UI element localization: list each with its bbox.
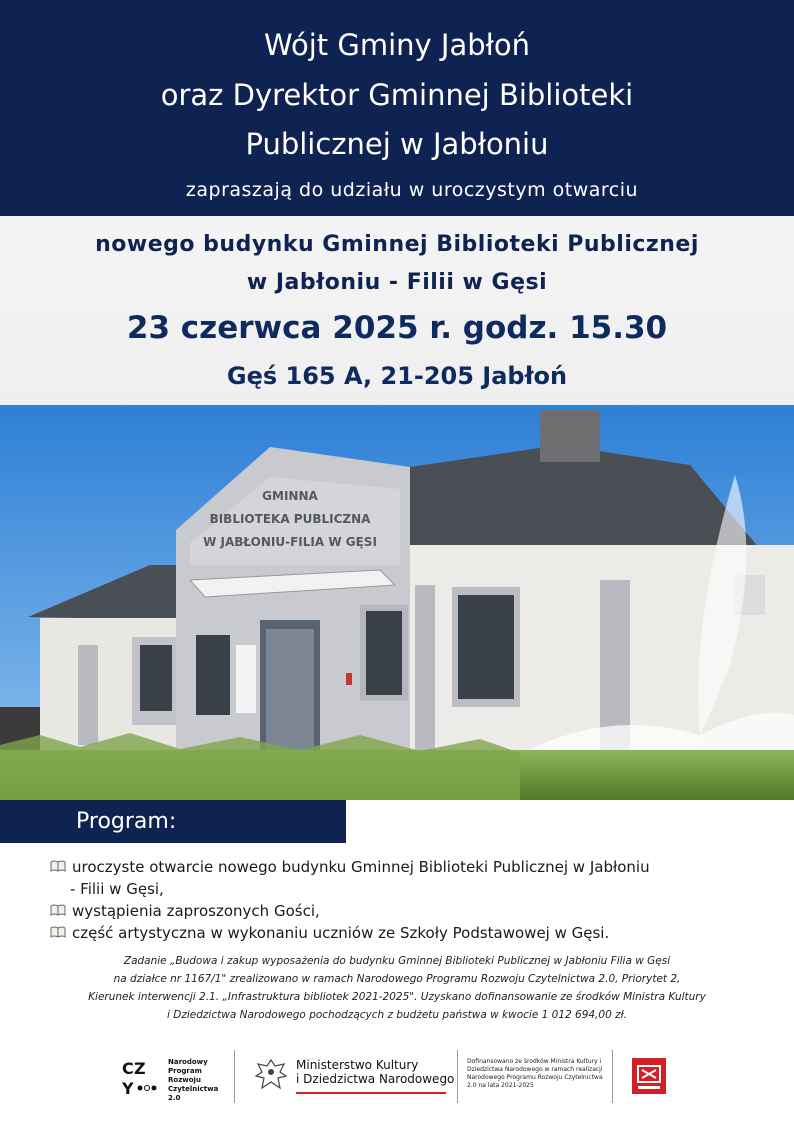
ministry-line-1: Ministerstwo Kultury xyxy=(296,1058,419,1072)
footer-divider xyxy=(612,1050,613,1103)
funding-footer-text: Dofinansowano ze środków Ministra Kultury i Dziedzictwa Narodowego w ramach realizacji Narodowego Programu Rozwoju Czytelnictwa 2.0 na lata 2021-2025 xyxy=(467,1058,603,1089)
ncr-line: Narodowy xyxy=(168,1058,208,1066)
ministry-line-2: i Dziedzictwa Narodowego xyxy=(296,1072,455,1086)
event-datetime: 23 czerwca 2025 r. godz. 15.30 xyxy=(126,310,668,346)
svg-text:C: C xyxy=(122,1059,134,1078)
funding-note xyxy=(40,952,754,1024)
eagle-emblem-icon xyxy=(252,1056,290,1096)
event-line-2: w Jabłoniu - Filii w Gęsi xyxy=(246,270,548,295)
ministry-logo-text xyxy=(296,1058,454,1086)
sign-line-1: GMINNA xyxy=(262,489,318,503)
list-item xyxy=(50,856,750,878)
event-line-1: nowego budynku Gminnej Biblioteki Publicznej xyxy=(95,232,699,257)
invite-text: zapraszają do udziału w uroczystym otwarciu xyxy=(185,179,639,201)
svg-text:Y: Y xyxy=(122,1079,134,1098)
program-item-1-text: uroczyste otwarcie nowego budynku Gminnej Biblioteki Publicznej w Jabłoniu xyxy=(72,858,650,876)
ncr-line: Rozwoju xyxy=(168,1076,201,1084)
list-item-continuation xyxy=(50,878,750,900)
sign-line-3: W JABŁONIU-FILIA W GĘSI xyxy=(203,535,377,549)
sign-line-2: BIBLIOTEKA PUBLICZNA xyxy=(209,512,371,526)
list-item xyxy=(50,900,750,922)
book-icon xyxy=(50,860,66,872)
list-item xyxy=(50,922,750,944)
ncr-line: Czytelnictwa xyxy=(168,1085,219,1093)
program-item-1-continuation: - Filii w Gęsi, xyxy=(70,880,164,898)
program-list xyxy=(50,856,750,944)
header-title-line-1: Wójt Gminy Jabłoń xyxy=(264,28,530,62)
ncr-line: 2.0 xyxy=(168,1094,181,1102)
funding-note-line-1: Zadanie „Budowa i zakup wyposażenia do budynku Gminnej Biblioteki Publicznej w Jabłoniu Filia w Gęsi xyxy=(123,955,671,967)
ncr-logo-icon xyxy=(120,1056,162,1100)
footer-divider xyxy=(234,1050,235,1103)
book-icon xyxy=(50,926,66,938)
program-item-3-text: część artystyczna w wykonaniu uczniów ze Szkoły Podstawowej w Gęsi. xyxy=(72,924,610,942)
funding-note-line-4: i Dziedzictwa Narodowego pochodzących z budżetu państwa w kwocie 1 012 694,00 zł. xyxy=(167,1009,627,1021)
poland-brand-logo-icon xyxy=(632,1058,666,1094)
book-icon xyxy=(50,904,66,916)
building-illustration xyxy=(0,405,794,800)
program-item-2-text: wystąpienia zaproszonych Gości, xyxy=(72,902,320,920)
funding-note-line-3: Kierunek interwencji 2.1. „Infrastruktura bibliotek 2021-2025". Uzyskano dofinansowanie ze środków Ministra Kultury xyxy=(88,991,706,1003)
funding-note-line-2: na działce nr 1167/1" zrealizowano w ramach Narodowego Programu Rozwoju Czytelnictwa 2.0, Priorytet 2, xyxy=(113,973,681,985)
event-address: Gęś 165 A, 21-205 Jabłoń xyxy=(226,362,568,390)
header-title-line-3: Publicznej w Jabłoniu xyxy=(245,127,549,161)
ncr-logo-text xyxy=(168,1058,218,1103)
ncr-line: Program xyxy=(168,1067,202,1075)
ministry-red-bar xyxy=(296,1092,446,1094)
library-building-photo xyxy=(0,405,794,800)
program-title: Program: xyxy=(76,809,177,834)
footer-divider xyxy=(457,1050,458,1103)
svg-text:Z: Z xyxy=(134,1059,146,1078)
header-title-line-2: oraz Dyrektor Gminnej Biblioteki xyxy=(160,78,634,112)
